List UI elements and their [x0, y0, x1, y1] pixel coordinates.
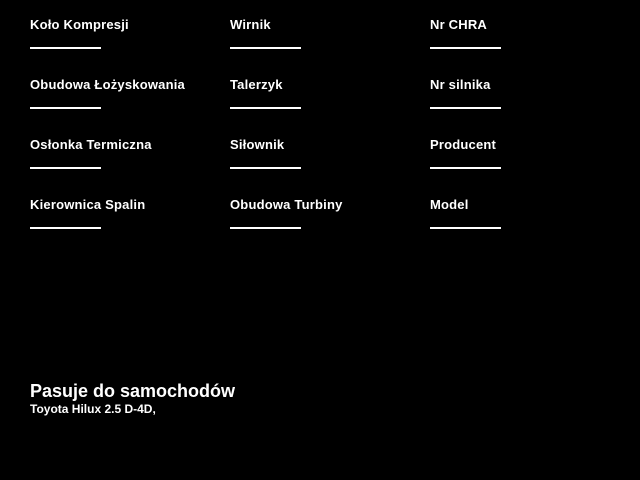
field-obudowa-turbiny — [230, 198, 430, 258]
spec-form — [30, 18, 630, 258]
field-label: Siłownik — [230, 137, 285, 152]
field-label: Osłonka Termiczna — [30, 137, 152, 152]
field-underline — [30, 47, 101, 49]
field-silownik — [230, 138, 430, 198]
field-label: Koło Kompresji — [30, 17, 129, 32]
field-underline — [230, 107, 301, 109]
field-underline — [430, 107, 501, 109]
field-underline — [30, 167, 101, 169]
field-underline — [230, 167, 301, 169]
fits-vehicles-list: Toyota Hilux 2.5 D-4D, — [30, 402, 156, 416]
field-oslonka-termiczna — [30, 138, 230, 198]
field-underline — [30, 107, 101, 109]
field-label: Nr silnika — [430, 77, 491, 92]
field-underline — [30, 227, 101, 229]
field-underline — [430, 47, 501, 49]
field-producent — [430, 138, 630, 198]
field-wirnik — [230, 18, 430, 78]
field-underline — [430, 227, 501, 229]
field-nr-chra — [430, 18, 630, 78]
field-model — [430, 198, 630, 258]
field-underline — [230, 47, 301, 49]
fits-vehicles-heading: Pasuje do samochodów — [30, 381, 236, 401]
field-underline — [430, 167, 501, 169]
field-label: Nr CHRA — [430, 17, 488, 32]
field-label: Producent — [430, 137, 497, 152]
field-label: Obudowa Łożyskowania — [30, 77, 185, 92]
field-label: Kierownica Spalin — [30, 197, 146, 212]
field-nr-silnika — [430, 78, 630, 138]
field-label: Talerzyk — [230, 77, 283, 92]
field-label: Obudowa Turbiny — [230, 197, 343, 212]
field-kolo-kompresji — [30, 18, 230, 78]
field-obudowa-lozyskowania — [30, 78, 230, 138]
field-label: Wirnik — [230, 17, 271, 32]
field-label: Model — [430, 197, 469, 212]
field-underline — [230, 227, 301, 229]
field-talerzyk — [230, 78, 430, 138]
field-kierownica-spalin — [30, 198, 230, 258]
